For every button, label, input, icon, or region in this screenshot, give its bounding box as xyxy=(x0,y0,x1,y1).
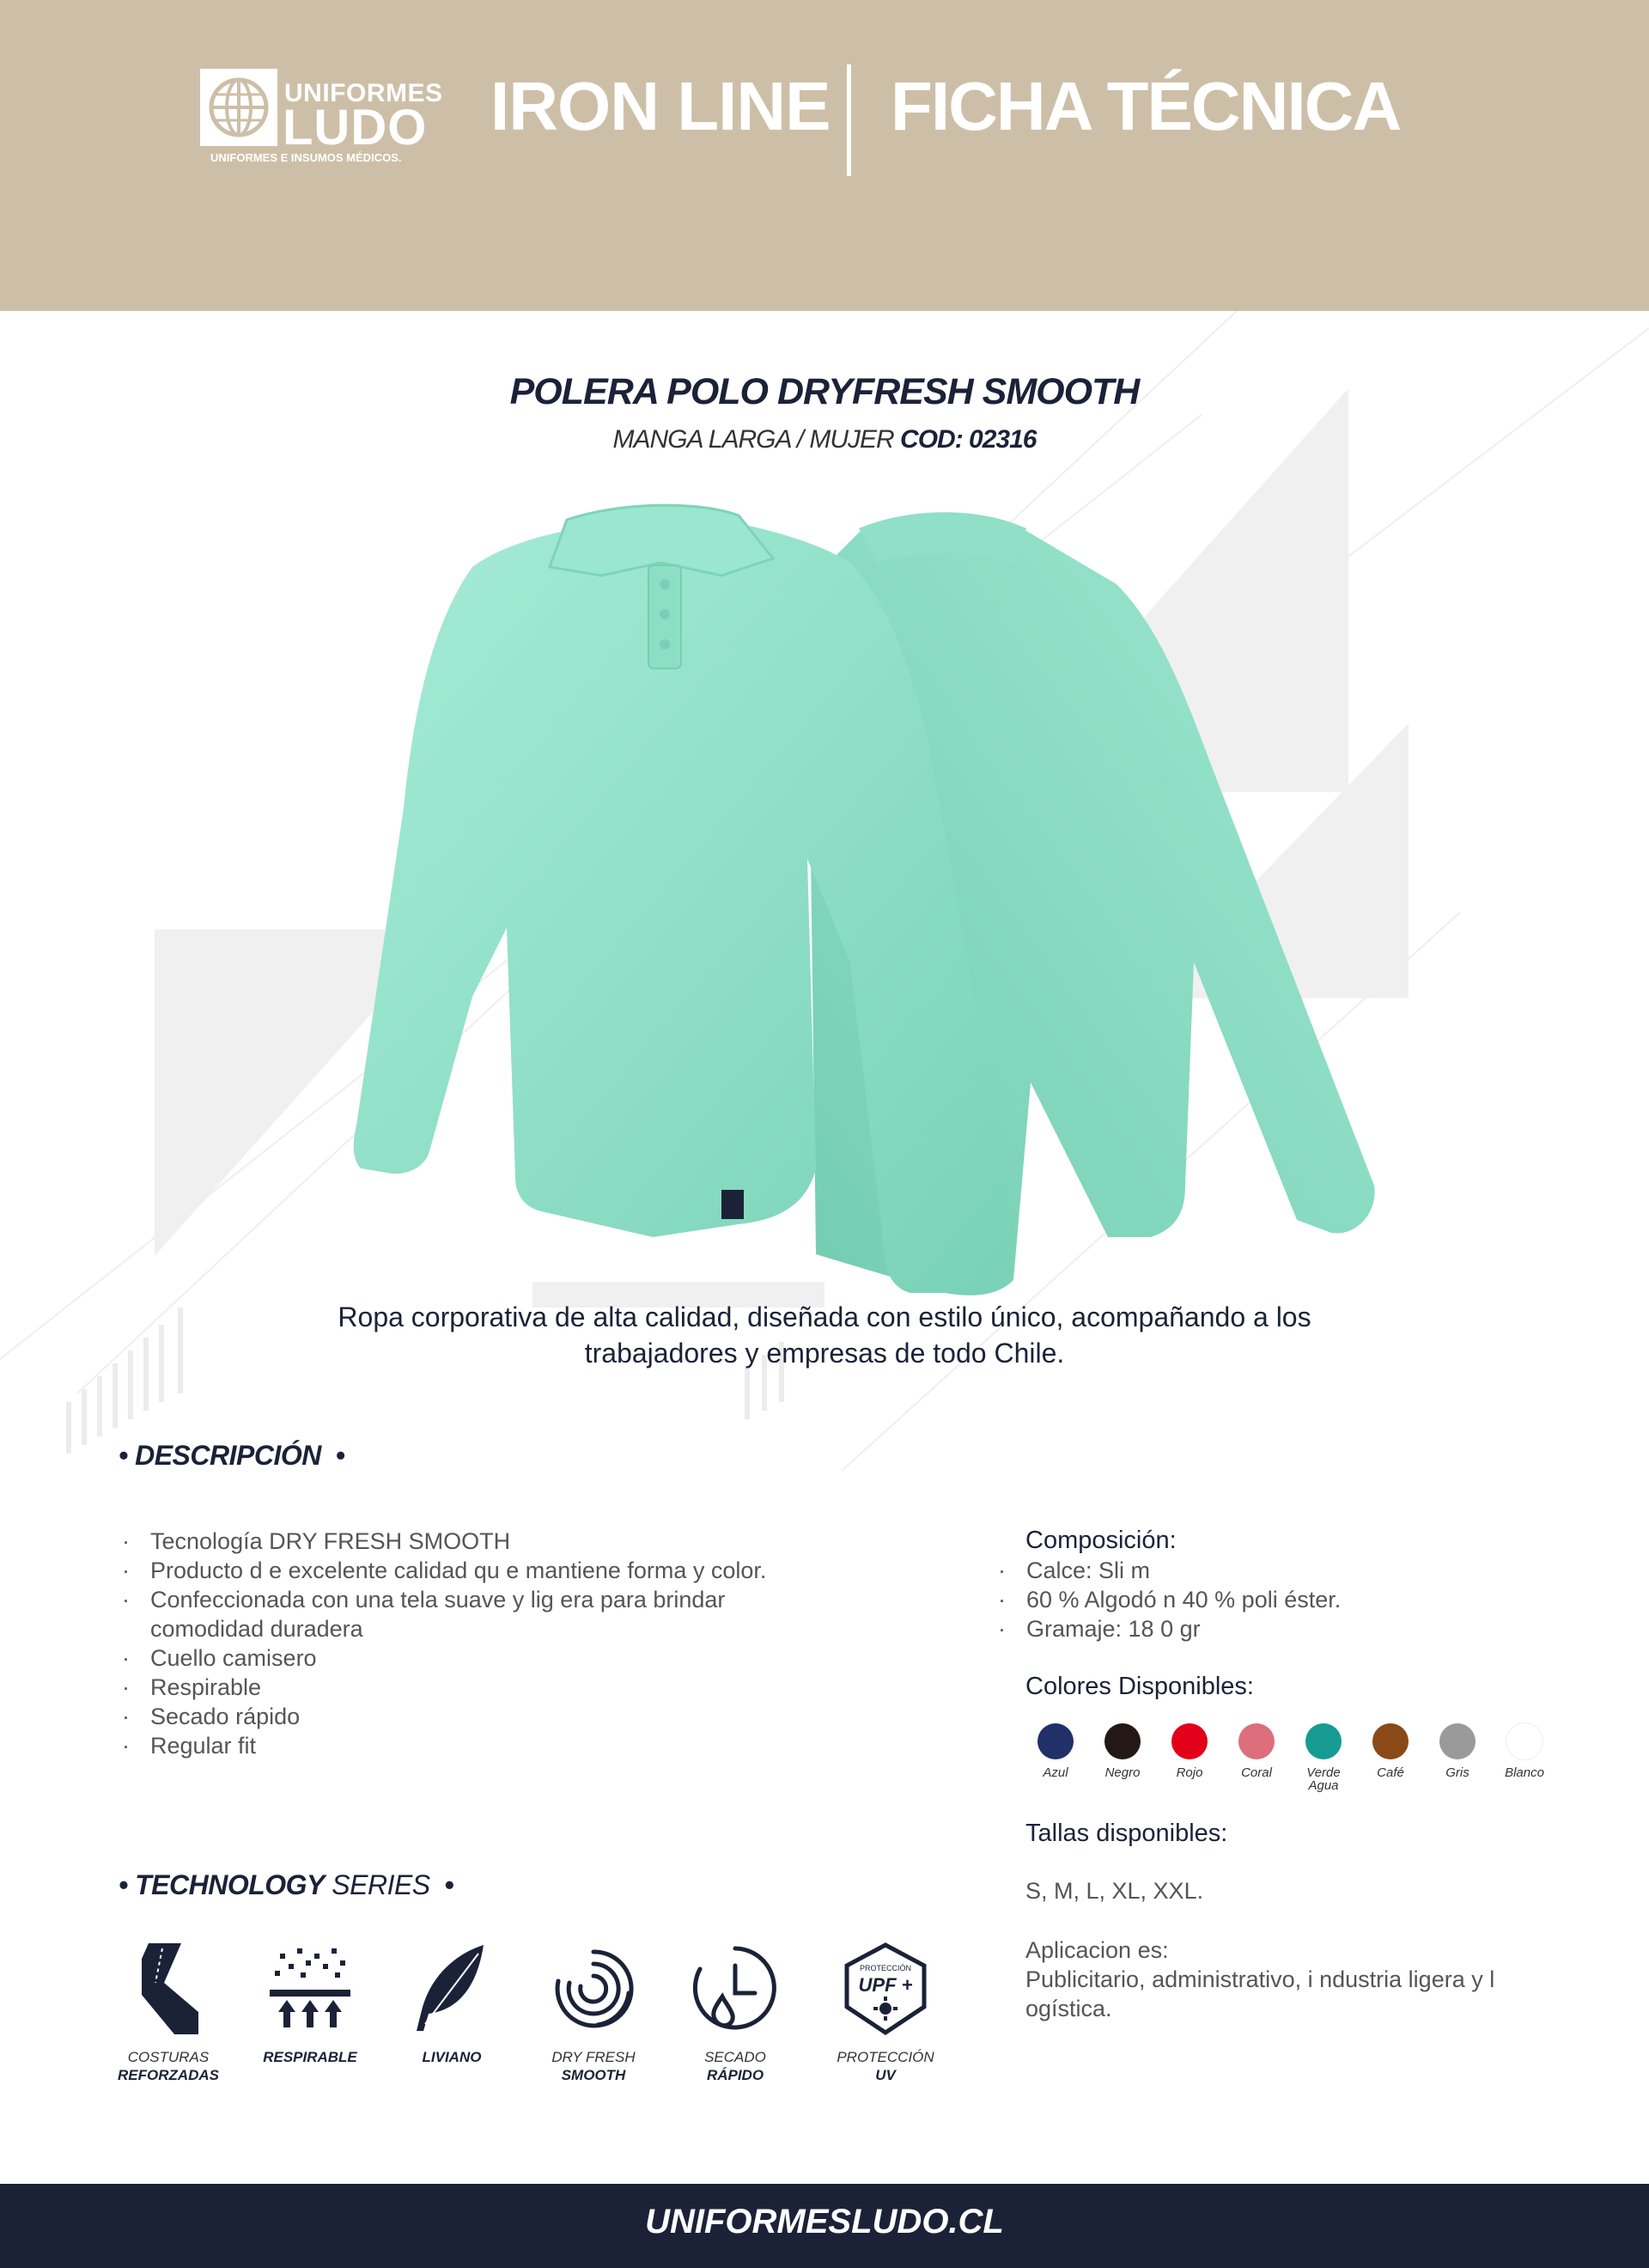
swatch-dot xyxy=(1305,1723,1342,1759)
technology-heading xyxy=(119,1869,453,1901)
globe-icon xyxy=(200,69,277,146)
color-swatch[interactable] xyxy=(1357,1723,1424,1779)
swatch-label: Café xyxy=(1377,1765,1404,1780)
swatch-dot xyxy=(1037,1723,1074,1759)
swatch-label: Negro xyxy=(1104,1765,1141,1780)
product-line-title: IRON LINE xyxy=(490,68,831,144)
tech-label-bottom: RESPIRABLE xyxy=(263,2049,357,2065)
description-list xyxy=(119,1527,891,1760)
swatch-label: Gris xyxy=(1445,1765,1469,1780)
description-heading-text: DESCRIPCIÓN xyxy=(135,1440,321,1471)
sizes-heading: Tallas disponibles: xyxy=(1025,1820,1228,1847)
breathable-icon xyxy=(263,1942,357,2036)
color-swatch[interactable] xyxy=(1491,1723,1558,1779)
logo-text-uniformes: UNIFORMES xyxy=(284,79,443,107)
tech-label-bottom: SMOOTH xyxy=(561,2067,626,2083)
swatch-label: Blanco xyxy=(1505,1765,1544,1780)
bullet-dot-icon: • xyxy=(320,1440,345,1471)
swatch-label: Verde Agua xyxy=(1306,1765,1341,1793)
footer-website-link[interactable]: UNIFORMESLUDO.CL xyxy=(645,2203,1004,2241)
description-heading xyxy=(119,1440,344,1472)
uv-protection-icon xyxy=(838,1942,933,2036)
tech-label-top: PROTECCIÓN xyxy=(837,2049,934,2065)
tech-item-quick-dry xyxy=(679,1942,791,2084)
tech-label-top: SECADO xyxy=(704,2049,766,2065)
swatch-dot xyxy=(1104,1723,1141,1759)
tech-label-bottom: RÁPIDO xyxy=(706,2067,764,2083)
product-title: POLERA POLO DRYFRESH SMOOTH xyxy=(509,371,1140,412)
color-swatches xyxy=(1022,1723,1572,1801)
color-swatch[interactable] xyxy=(1290,1723,1357,1792)
sheet-title: FICHA TÉCNICA xyxy=(891,68,1401,144)
header-divider xyxy=(847,64,851,176)
composition-heading: Composición: xyxy=(1025,1527,1177,1554)
color-swatch[interactable] xyxy=(1424,1723,1491,1779)
applications-value: Publicitario, administrativo, i ndustria ligera y l ogística. xyxy=(1025,1966,1495,2021)
composition-list xyxy=(995,1556,1596,1643)
product-code: COD: 02316 xyxy=(900,425,1037,454)
applications-heading: Aplicacion es: xyxy=(1025,1937,1169,1963)
quick-dry-icon xyxy=(688,1942,782,2036)
tech-item-reinforced-seams xyxy=(113,1942,224,2084)
color-swatch[interactable] xyxy=(1022,1723,1089,1779)
swatch-dot xyxy=(1372,1723,1409,1759)
tech-label-bottom: UV xyxy=(875,2067,896,2083)
swatch-dot xyxy=(1506,1723,1543,1759)
product-intro: Ropa corporativa de alta calidad, diseñada con estilo único, acompañando a los trabajadores y empresas de todo Chile. xyxy=(338,1302,1311,1369)
swatch-dot xyxy=(1238,1723,1275,1759)
swatch-label: Coral xyxy=(1241,1765,1272,1780)
reinforced-seams-icon xyxy=(130,1942,207,2036)
swatch-label: Rojo xyxy=(1176,1765,1203,1780)
list-item: · Secado rápido xyxy=(119,1702,891,1731)
list-item: · Producto d e excelente calidad qu e mantiene forma y color. xyxy=(119,1556,891,1585)
list-item: · Cuello camisero xyxy=(119,1643,891,1673)
product-image xyxy=(258,481,1391,1306)
brand-logo[interactable] xyxy=(200,67,443,170)
colors-heading: Colores Disponibles: xyxy=(1025,1673,1254,1700)
uv-badge-top-text: PROTECCIÓN xyxy=(859,1964,912,1972)
technology-heading-bold: TECHNOLOGY xyxy=(135,1869,325,1900)
bullet-dot-icon: • xyxy=(429,1869,454,1900)
tech-item-lightweight xyxy=(396,1942,508,2066)
feather-icon xyxy=(405,1942,499,2036)
list-item: · Regular fit xyxy=(119,1731,891,1760)
color-swatch[interactable] xyxy=(1223,1723,1290,1779)
tech-label-bottom: LIVIANO xyxy=(422,2049,482,2065)
tech-item-dry-fresh-smooth xyxy=(538,1942,649,2084)
list-item: · Respirable xyxy=(119,1673,891,1702)
product-variant: MANGA LARGA / MUJER xyxy=(612,425,894,454)
uv-badge-main-text: UPF + xyxy=(858,1974,913,1996)
tech-label-top: COSTURAS xyxy=(127,2049,210,2065)
swatch-label: Azul xyxy=(1043,1765,1068,1780)
bullet-dot-icon: • xyxy=(119,1440,136,1471)
color-swatch[interactable] xyxy=(1156,1723,1223,1779)
swatch-dot xyxy=(1439,1723,1476,1759)
dry-fresh-swirl-icon xyxy=(546,1942,641,2036)
sizes-value: S, M, L, XL, XXL. xyxy=(1025,1878,1204,1904)
bullet-dot-icon: • xyxy=(119,1869,136,1900)
list-item: · Confeccionada con una tela suave y lig era para brindar comodidad duradera xyxy=(119,1585,820,1643)
technology-heading-light: SERIES xyxy=(324,1869,430,1900)
swatch-dot xyxy=(1171,1723,1208,1759)
product-subtitle xyxy=(0,425,1649,454)
list-item: · Tecnología DRY FRESH SMOOTH xyxy=(119,1527,891,1556)
list-item: · Gramaje: 18 0 gr xyxy=(995,1614,1596,1643)
tech-label-bottom: REFORZADAS xyxy=(117,2067,220,2083)
color-swatch[interactable] xyxy=(1089,1723,1156,1779)
tech-item-breathable xyxy=(254,1942,366,2066)
tech-label-top: DRY FRESH xyxy=(551,2049,636,2065)
list-item: · Calce: Sli m xyxy=(995,1556,1596,1585)
list-item: · 60 % Algodó n 40 % poli éster. xyxy=(995,1585,1596,1614)
logo-tagline: UNIFORMES E INSUMOS MÉDICOS. xyxy=(210,151,402,164)
tech-item-uv-protection xyxy=(830,1942,941,2084)
logo-text-ludo: LUDO xyxy=(283,100,428,155)
